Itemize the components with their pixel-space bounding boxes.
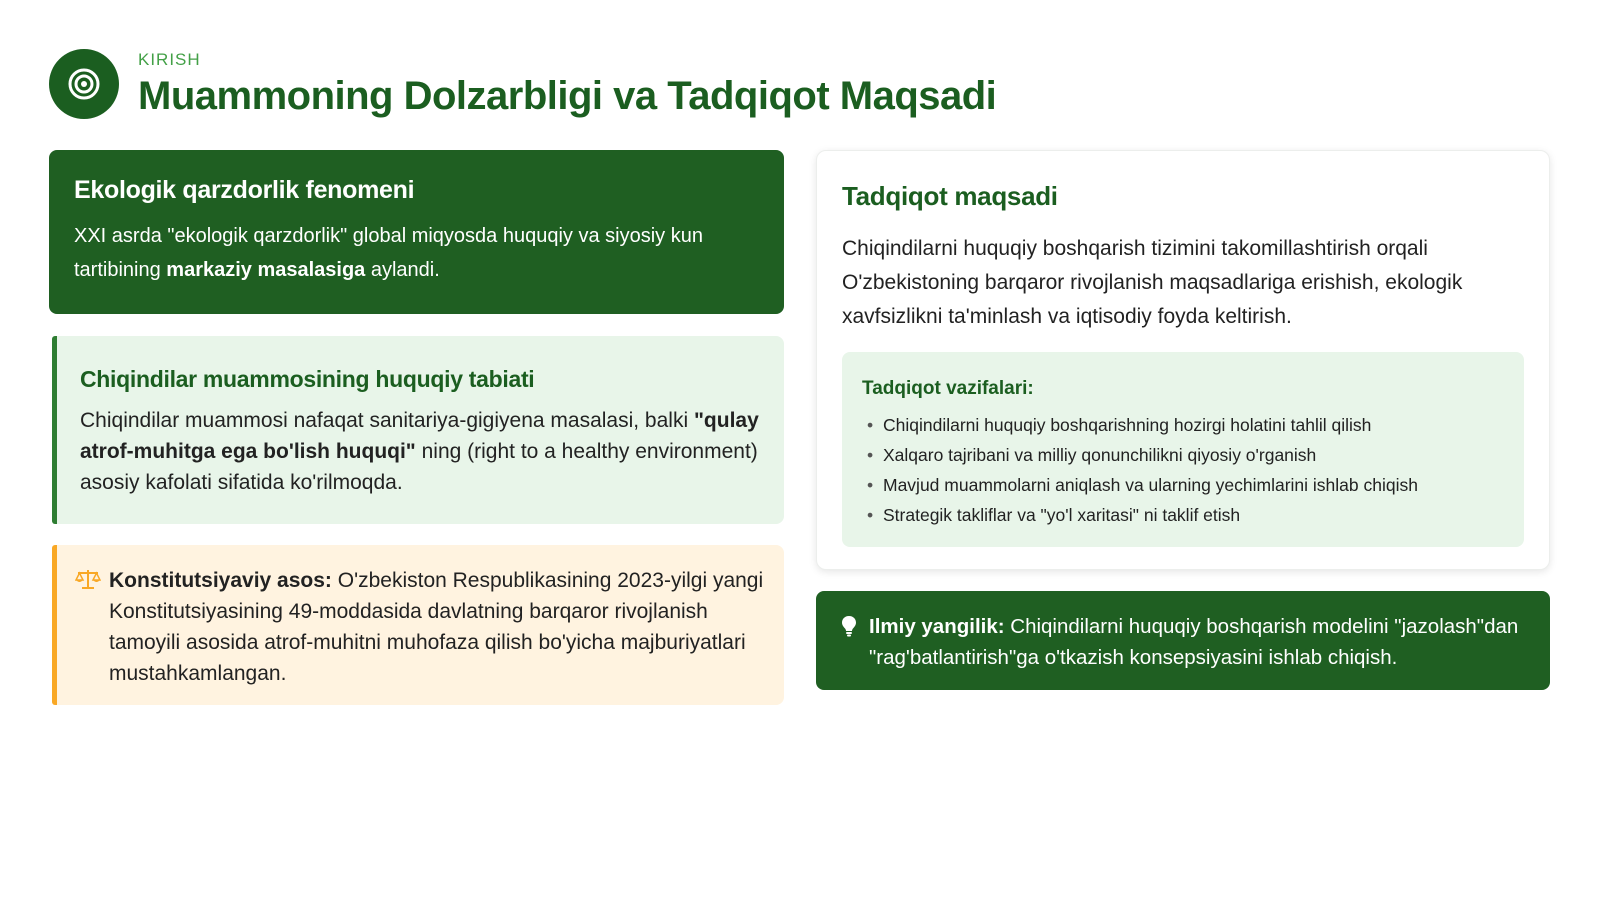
eco-debt-text-part: XXI asrda "ekologik qarzdorlik" global miqyosda huquqiy va siyosiy kun tartibining bbox=[74, 225, 703, 281]
bullet-icon: • bbox=[867, 505, 874, 525]
constitution-text bbox=[109, 565, 764, 705]
novelty-text bbox=[869, 611, 1534, 690]
task-text: Xalqaro tajribani va milliy qonunchilikni qiyosiy o'rganish bbox=[883, 445, 1317, 465]
constitution-body: O'zbekiston Respublikasining 2023-yilgi yangi Konstitutsiyasining 49-moddasida davlatning barqaror rivojlanish tamoyili asosida atrof-muhitni muhofaza qilish bo'yicha majburiyatlari mustahkamlangan. bbox=[109, 569, 764, 685]
eco-debt-text bbox=[74, 219, 759, 287]
legal-text-bold: "qulay atrof-muhitga ega bo'lish huquqi" bbox=[80, 409, 759, 463]
bullet-icon: • bbox=[867, 475, 874, 495]
eco-debt-text-end: aylandi. bbox=[365, 259, 440, 281]
legal-nature-card bbox=[52, 336, 784, 524]
list-item bbox=[862, 440, 1504, 470]
constitution-card bbox=[52, 545, 784, 705]
task-text: Chiqindilarni huquqiy boshqarishning hozirgi holatini tahlil qilish bbox=[883, 415, 1372, 435]
constitution-label: Konstitutsiyaviy asos: bbox=[109, 569, 332, 592]
lightbulb-icon bbox=[841, 611, 869, 690]
research-tasks-box bbox=[842, 352, 1524, 547]
task-text: Mavjud muammolarni aniqlash va ularning yechimlarini ishlab chiqish bbox=[883, 475, 1418, 495]
research-goal-title: Tadqiqot maqsadi bbox=[842, 181, 1058, 211]
legal-text-part: Chiqindilar muammosi nafaqat sanitariya-gigiyena masalasi, balki bbox=[80, 409, 694, 432]
scientific-novelty-card bbox=[816, 591, 1550, 690]
task-text: Strategik takliflar va "yo'l xaritasi" ni taklif etish bbox=[883, 505, 1241, 525]
eco-debt-card bbox=[49, 150, 784, 314]
legal-text-end: ning (right to a healthy environment) asosiy kafolati sifatida ko'rilmoqda. bbox=[80, 440, 758, 494]
section-kicker: KIRISH bbox=[138, 50, 201, 69]
scales-icon bbox=[75, 565, 109, 705]
research-tasks-title: Tadqiqot vazifalari: bbox=[862, 378, 1034, 399]
bullet-icon: • bbox=[867, 415, 874, 435]
research-goal-card bbox=[816, 150, 1550, 570]
legal-nature-title: Chiqindilar muammosining huquqiy tabiati bbox=[80, 366, 535, 392]
list-item bbox=[862, 470, 1504, 500]
eco-debt-text-bold: markaziy masalasiga bbox=[166, 259, 366, 281]
novelty-label: Ilmiy yangilik: bbox=[869, 615, 1005, 638]
legal-nature-text bbox=[80, 405, 761, 498]
page-title: Muammoning Dolzarbligi va Tadqiqot Maqsadi bbox=[138, 74, 997, 118]
research-goal-description: Chiqindilarni huquqiy boshqarish tizimini takomillashtirish orqali O'zbekistoning barqaror rivojlanish maqsadlariga erishish, ekologik xavfsizlikni ta'minlash va iqtisodiy foyda keltirish. bbox=[842, 237, 1463, 328]
bullet-icon: • bbox=[867, 445, 874, 465]
slide-header bbox=[49, 48, 996, 120]
eco-debt-title: Ekologik qarzdorlik fenomeni bbox=[74, 176, 415, 204]
list-item bbox=[862, 500, 1504, 530]
target-icon bbox=[49, 49, 119, 119]
research-tasks-list bbox=[862, 410, 1504, 530]
novelty-body: Chiqindilarni huquqiy boshqarish modelini "jazolash"dan "rag'batlantirish"ga o'tkazish konsepsiyasini ishlab chiqish. bbox=[869, 615, 1519, 669]
list-item bbox=[862, 410, 1504, 440]
